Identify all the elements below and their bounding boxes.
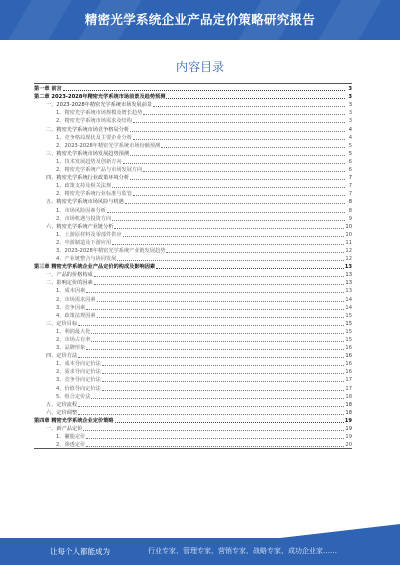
toc-chapter[interactable]	[34, 262, 352, 270]
toc-entry-title: 1、精密光学系统市场规模及增长趋势	[56, 110, 143, 117]
toc-entry-title: 3、竞争因素	[56, 304, 86, 311]
toc-entry-title: 六、精密光学系统产业链分析	[46, 223, 114, 230]
toc-subsection[interactable]	[34, 108, 352, 116]
toc-title: 内容目录	[175, 60, 224, 74]
toc-chapter[interactable]	[34, 84, 352, 92]
toc-subsection[interactable]	[34, 359, 352, 367]
toc-subsection[interactable]	[34, 311, 352, 319]
toc-entry-title: 1、成本因素	[56, 288, 86, 295]
toc-page-number: 15	[345, 328, 352, 335]
toc-entry-title: 第二章 2023-2028年精密光学系统市场前景及趋势预测	[34, 94, 166, 101]
toc-subsection[interactable]	[34, 327, 352, 335]
toc-page-number: 7	[348, 183, 352, 190]
toc-page-number: 9	[348, 215, 352, 222]
toc-leader-dots	[86, 291, 344, 293]
toc-subsection[interactable]	[34, 157, 352, 165]
toc-entry-title: 2、精密光学系统产品与市场发展方向	[56, 167, 143, 174]
toc-leader-dots	[161, 146, 345, 148]
toc-page-number: 14	[345, 304, 352, 311]
toc-leader-dots	[115, 421, 344, 423]
toc-leader-dots	[130, 178, 345, 180]
toc-leader-dots	[112, 243, 344, 245]
toc-subsection[interactable]	[34, 165, 352, 173]
toc-subsection[interactable]	[34, 294, 352, 302]
toc-entry-title: 1、撇脂定价	[56, 434, 86, 441]
toc-entry-title: 3、2023-2028年精密光学系统产业链发展趋势	[56, 247, 166, 254]
footer-roles: 行业专家、管理专家、营销专家、战略专家、成功企业家……	[148, 547, 337, 555]
toc-page-number: 3	[348, 94, 352, 101]
toc-leader-dots	[86, 445, 344, 447]
toc-subsection[interactable]	[34, 189, 352, 197]
report-header	[0, 0, 400, 40]
report-title: 精密光学系统企业产品定价策略研究报告	[84, 12, 316, 27]
toc-section[interactable]	[34, 173, 352, 181]
toc-page-number: 19	[345, 434, 352, 441]
toc-entry-title: 1、利润最大化	[56, 328, 91, 335]
toc-subsection[interactable]	[34, 383, 352, 391]
toc-subsection[interactable]	[34, 246, 352, 254]
toc-entry-title: 2、精密光学系统行业标准与监管	[56, 191, 132, 198]
toc-page-number: 3	[348, 86, 352, 93]
toc-entry-title: 三、精密光学系统市场发展趋势预测	[46, 150, 130, 157]
toc-page-number: 4	[348, 126, 352, 133]
toc-entry-title: 1、市场风险因素分析	[56, 207, 106, 214]
toc-entry-title: 一、产品的价格构成	[46, 272, 93, 279]
toc-leader-dots	[102, 389, 345, 391]
toc-page-number: 13	[345, 288, 352, 295]
toc-page-number: 18	[345, 393, 352, 400]
toc-leader-dots	[133, 138, 345, 140]
toc-page-number: 6	[348, 167, 352, 174]
toc-page-number: 10	[345, 231, 352, 238]
toc-page-number: 15	[345, 312, 352, 319]
toc-page-number: 17	[345, 377, 352, 384]
toc-page-number: 16	[345, 345, 352, 352]
toc-entry-title: 3、品牌形象	[56, 345, 86, 352]
toc-page-number: 11	[345, 239, 352, 246]
toc-page-number: 3	[348, 118, 352, 125]
toc-chapter[interactable]	[34, 416, 352, 424]
toc-subsection[interactable]	[34, 432, 352, 440]
toc-subsection[interactable]	[34, 375, 352, 383]
toc-leader-dots	[123, 235, 345, 237]
toc-leader-dots	[86, 437, 344, 439]
toc-leader-dots	[91, 340, 344, 342]
toc-leader-dots	[143, 113, 345, 115]
toc-leader-dots	[102, 364, 345, 366]
toc-subsection[interactable]	[34, 335, 352, 343]
toc-leader-dots	[86, 308, 344, 310]
toc-page-number: 19	[344, 417, 352, 424]
toc-page-number: 5	[348, 150, 352, 157]
toc-page-number: 15	[345, 320, 352, 327]
toc-entry-title: 第三章 精密光学系统企业产品定价的构成及影响因素	[34, 264, 156, 271]
toc-page-number: 7	[348, 175, 352, 182]
toc-section[interactable]	[34, 100, 352, 108]
toc-leader-dots	[166, 251, 344, 253]
toc-page-number: 13	[345, 280, 352, 287]
toc-entry-title: 4、产业链整合与协同发展	[56, 256, 117, 263]
toc-section[interactable]	[34, 222, 352, 230]
toc-subsection[interactable]	[34, 440, 352, 448]
toc-entry-title: 五、定价流程	[46, 401, 78, 408]
toc-entry-title: 2、精密光学系统市场需求及结构	[56, 118, 132, 125]
toc-leader-dots	[125, 202, 345, 204]
toc-leader-dots	[143, 170, 345, 172]
toc-leader-dots	[91, 332, 344, 334]
toc-entry-title: 4、价值导向定价法	[56, 385, 101, 392]
toc-entry-title: 二、精密光学系统市场竞争格局分析	[46, 126, 130, 133]
toc-entry-title: 一、新产品定价	[46, 426, 83, 433]
toc-entry-title: 五、精密光学系统市场风险与机遇	[46, 199, 124, 206]
toc-leader-dots	[97, 300, 345, 302]
toc-section[interactable]	[34, 270, 352, 278]
toc-page-number: 6	[348, 158, 352, 165]
toc-entry-title: 第四章 精密光学系统企业定价策略	[34, 417, 114, 424]
toc-entry-title: 六、定价调整	[46, 409, 78, 416]
toc-subsection[interactable]	[34, 254, 352, 262]
toc-page-number: 12	[345, 247, 352, 254]
toc-leader-dots	[86, 348, 344, 350]
toc-subsection[interactable]	[34, 141, 352, 149]
toc-entry-title: 2、需求导向定价法	[56, 369, 101, 376]
toc-leader-dots	[78, 405, 344, 407]
toc-section[interactable]	[34, 278, 352, 286]
toc-subsection[interactable]	[34, 367, 352, 375]
toc-entry-title: 第一章 前言	[34, 86, 62, 93]
toc-page-number: 15	[345, 337, 352, 343]
toc-page-number: 16	[345, 361, 352, 368]
toc-entry-title: 2、市场需求因素	[56, 296, 96, 303]
toc-page-number: 19	[345, 426, 352, 433]
toc-page-number: 3	[348, 102, 352, 109]
toc-subsection[interactable]	[34, 392, 352, 400]
toc-leader-dots	[94, 283, 345, 285]
toc-leader-dots	[117, 259, 344, 261]
toc-entry-title: 5、组合定价法	[56, 393, 91, 400]
toc-leader-dots	[63, 89, 345, 91]
toc-leader-dots	[123, 162, 345, 164]
toc-page-number: 17	[345, 385, 352, 392]
toc-section[interactable]	[34, 197, 352, 205]
toc-page-number: 13	[344, 264, 352, 271]
toc-leader-dots	[114, 227, 344, 229]
toc-entry-title: 1、成本导向定价法	[56, 361, 101, 368]
toc-section[interactable]	[34, 149, 352, 157]
toc-subsection[interactable]	[34, 230, 352, 238]
report-footer	[0, 538, 400, 565]
toc-page-number: 4	[348, 134, 352, 141]
toc-entry-title: 1、政策支持及相关法规	[56, 183, 112, 190]
toc-page-number: 8	[348, 207, 352, 214]
toc-subsection[interactable]	[34, 238, 352, 246]
toc-entry-title: 2、中游制造及下游应用	[56, 239, 112, 246]
toc-section[interactable]	[34, 424, 352, 432]
toc-leader-dots	[130, 154, 345, 156]
toc-page-number: 7	[348, 191, 352, 198]
toc-subsection[interactable]	[34, 205, 352, 213]
toc-entry-title: 二、影响定价的因素	[46, 280, 93, 287]
table-of-contents	[34, 84, 352, 448]
toc-page-number: 13	[345, 272, 352, 279]
footer-corner	[280, 524, 400, 538]
toc-page-number: 14	[345, 296, 352, 303]
toc-page-number: 12	[345, 256, 352, 263]
toc-section[interactable]	[34, 319, 352, 327]
toc-leader-dots	[83, 429, 344, 431]
toc-leader-dots	[112, 219, 345, 221]
toc-leader-dots	[97, 316, 345, 318]
toc-leader-dots	[107, 211, 345, 213]
toc-leader-dots	[94, 275, 345, 277]
toc-page-number: 8	[348, 199, 352, 206]
toc-entry-title: 1、上游原材料及零部件供应	[56, 231, 122, 238]
toc-entry-title: 三、定价目标	[46, 320, 78, 327]
toc-entry-title: 2、市场占有率	[56, 337, 91, 343]
toc-leader-dots	[133, 121, 345, 123]
toc-leader-dots	[91, 397, 344, 399]
toc-leader-dots	[112, 186, 345, 188]
toc-section[interactable]	[34, 408, 352, 416]
toc-entry-title: 四、精密光学系统行业政策环境分析	[46, 175, 130, 182]
toc-page-number: 16	[345, 369, 352, 376]
toc-subsection[interactable]	[34, 133, 352, 141]
toc-subsection[interactable]	[34, 116, 352, 124]
toc-leader-dots	[166, 97, 345, 99]
toc-subsection[interactable]	[34, 303, 352, 311]
toc-leader-dots	[102, 372, 345, 374]
toc-leader-dots	[78, 324, 344, 326]
footer-slogan: 让每个人都能成为	[50, 547, 110, 556]
toc-leader-dots	[156, 267, 344, 269]
toc-page-number: 20	[345, 442, 352, 449]
toc-entry-title: 一、2023-2028年精密光学系统市场发展前景	[46, 102, 153, 109]
toc-entry-title: 4、政策法规因素	[56, 312, 96, 319]
toc-leader-dots	[130, 130, 345, 132]
toc-page-number: 18	[345, 401, 352, 408]
toc-leader-dots	[133, 194, 345, 196]
toc-leader-dots	[78, 413, 344, 415]
toc-entry-title: 四、定价方法	[46, 353, 78, 360]
toc-chapter[interactable]	[34, 92, 352, 100]
toc-entry-title: 1、竞争格局现状及主要企业分析	[56, 134, 132, 141]
toc-entry-title: 3、竞争导向定价法	[56, 377, 101, 384]
toc-section[interactable]	[34, 400, 352, 408]
toc-subsection[interactable]	[34, 181, 352, 189]
toc-entry-title: 2、渗透定价	[56, 442, 86, 449]
toc-page-number: 18	[345, 409, 352, 416]
toc-page-number: 16	[345, 353, 352, 360]
toc-entry-title: 2、市场机遇与投资方向	[56, 215, 112, 222]
toc-bottom-rule	[34, 448, 352, 449]
toc-page-number: 3	[348, 110, 352, 117]
toc-page-number: 10	[345, 223, 352, 230]
toc-subsection[interactable]	[34, 343, 352, 351]
toc-entry-title: 2、2023-2028年精密光学系统市场份额预测	[56, 142, 161, 149]
toc-section[interactable]	[34, 124, 352, 132]
toc-page-number: 5	[348, 142, 352, 149]
toc-entry-title: 1、技术发展趋势及创新方向	[56, 158, 122, 165]
toc-subsection[interactable]	[34, 286, 352, 294]
toc-section[interactable]	[34, 351, 352, 359]
toc-leader-dots	[102, 380, 345, 382]
toc-subsection[interactable]	[34, 214, 352, 222]
toc-leader-dots	[153, 105, 345, 107]
toc-leader-dots	[78, 356, 344, 358]
